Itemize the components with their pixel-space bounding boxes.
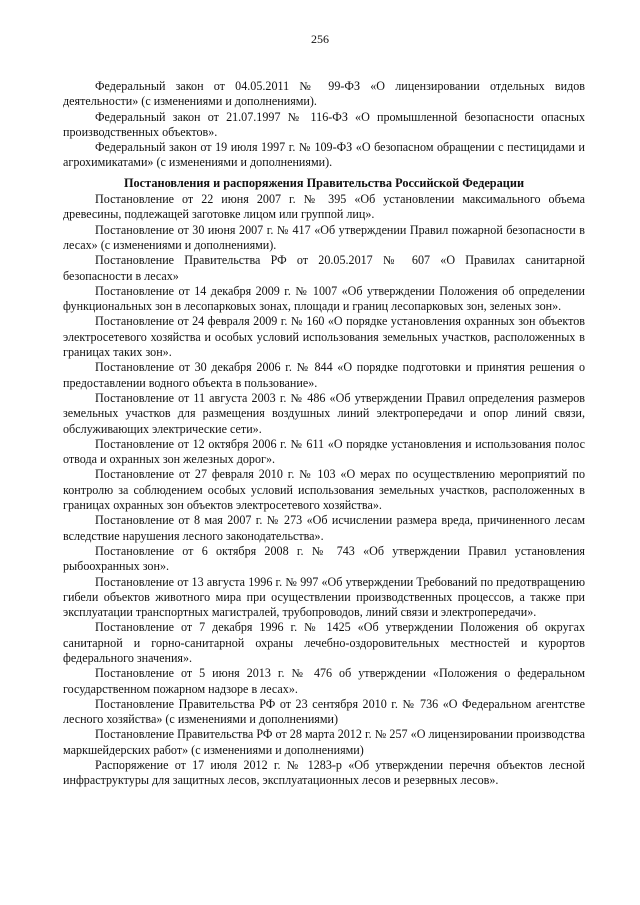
law-paragraph: Федеральный закон от 19 июля 1997 г. № 109-ФЗ «О безопасном обращении с пестицидами и агрохимикатами» (с изменениями и дополнениями).: [63, 140, 585, 170]
resolution-paragraph: Постановление от 5 июня 2013 г. № 476 об утверждении «Положения о федеральном государственном пожарном надзоре в лесах».: [63, 666, 585, 696]
resolution-paragraph: Постановление от 27 февраля 2010 г. № 103 «О мерах по осуществлению мероприятий по контролю за соблюдением особых условий использования земельных участков, расположенных в границах охранных зон объектов электросетевого хозяйства».: [63, 467, 585, 513]
resolution-paragraph: Постановление от 30 июня 2007 г. № 417 «Об утверждении Правил пожарной безопасности в лесах» (с изменениями и дополнениями).: [63, 222, 585, 252]
resolution-paragraph: Постановление от 14 декабря 2009 г. № 1007 «Об утверждении Положения об определении функциональных зон в лесопарковых зонах, площади и границ лесопарковых зон, зеленых зон».: [63, 283, 585, 314]
section-heading: Постановления и распоряжения Правительства Российской Федерации: [123, 175, 525, 190]
resolution-paragraph: Постановление Правительства РФ от 20.05.2017 № 607 «О Правилах санитарной безопасности в лесах»: [63, 253, 585, 283]
resolution-paragraph: Постановление Правительства РФ от 23 сентября 2010 г. № 736 «О Федеральном агентстве лесного хозяйства» (с изменениями и дополнениями): [63, 696, 585, 727]
resolution-paragraph: Постановление от 7 декабря 1996 г. № 1425 «Об утверждении Положения об округах санитарной и горно-санитарной охраны лечебно-оздоровительных местностей и курортов федерального значения».: [63, 620, 585, 665]
resolution-paragraph: Постановление от 12 октября 2006 г. № 611 «О порядке установления и использования полос отвода и охранных зон железных дорог».: [63, 436, 585, 467]
page-number: 256: [311, 32, 329, 46]
resolution-paragraph: Распоряжение от 17 июля 2012 г. № 1283-р «Об утверждении перечня объектов лесной инфраструктуры для защитных лесов, эксплуатационных лесов и резервных лесов».: [63, 758, 585, 788]
resolution-paragraph: Постановление от 24 февраля 2009 г. № 160 «О порядке установления охранных зон объектов электросетевого хозяйства и особых условий использования земельных участков, расположенных в границах таких зон».: [63, 314, 585, 360]
resolution-paragraph: Постановление от 8 мая 2007 г. № 273 «Об исчислении размера вреда, причиненного лесам вследствие нарушения лесного законодательства».: [63, 513, 585, 543]
resolution-paragraph: Постановление от 6 октября 2008 г. № 743 «Об утверждении Правил установления рыбоохранных зон».: [63, 543, 585, 574]
law-paragraph: Федеральный закон от 21.07.1997 № 116-ФЗ «О промышленной безопасности опасных производственных объектов».: [63, 109, 585, 139]
resolution-paragraph: Постановление от 30 декабря 2006 г. № 844 «О порядке подготовки и принятия решения о предоставлении водного объекта в пользование».: [63, 360, 585, 390]
law-paragraph: Федеральный закон от 04.05.2011 № 99-ФЗ «О лицензировании отдельных видов деятельности» (с изменениями и дополнениями).: [63, 79, 585, 109]
resolution-paragraph: Постановление от 11 августа 2003 г. № 486 «Об утверждении Правил определения размеров земельных участков для размещения воздушных линий электропередачи и опор линий связи, обслуживающих электрические сети».: [63, 390, 585, 436]
resolution-paragraph: Постановление от 22 июня 2007 г. № 395 «Об установлении максимального объема древесины, подлежащей заготовке лицом или группой лиц».: [63, 192, 585, 222]
resolution-paragraph: Постановление от 13 августа 1996 г. № 997 «Об утверждении Требований по предотвращению гибели объектов животного мира при осуществлении производственных процессов, а также при эксплуатации транспортных магистралей, трубопроводов, линий связи и электропередачи».: [63, 574, 585, 620]
resolution-paragraph: Постановление Правительства РФ от 28 марта 2012 г. № 257 «О лицензировании производства маркшейдерских работ» (с изменениями и дополнениями): [63, 727, 585, 757]
page-content: [63, 79, 585, 789]
